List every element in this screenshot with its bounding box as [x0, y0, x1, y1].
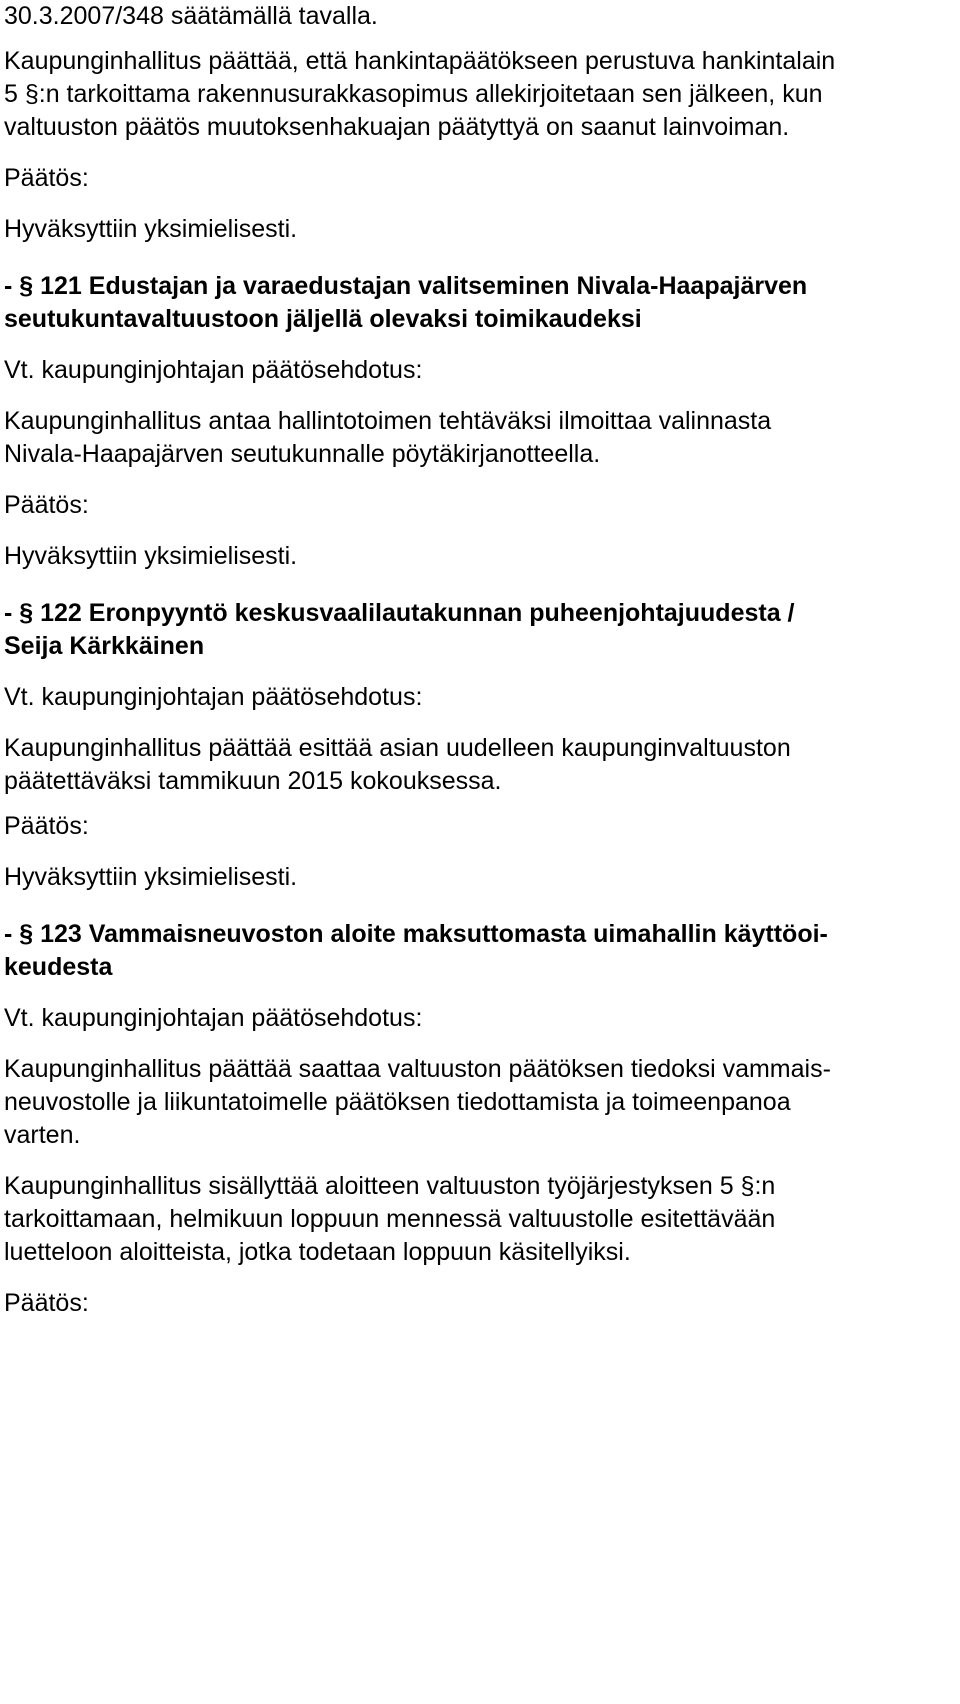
paragraph-line: 5 §:n tarkoittama rakennusurakkasopimus allekirjoitetaan sen jälkeen, kun — [4, 80, 823, 108]
decision-text: Hyväksyttiin yksimielisesti. — [4, 215, 298, 243]
decision-label: Päätös: — [4, 164, 89, 192]
proposal-label: Vt. kaupunginjohtajan päätösehdotus: — [4, 356, 423, 384]
paragraph-line: neuvostolle ja liikuntatoimelle päätöksen tiedottamista ja toimeenpanoa — [4, 1088, 791, 1116]
paragraph-line: valtuuston päätös muutoksenhakuajan päätyttyä on saanut lainvoiman. — [4, 113, 790, 141]
intro-paragraph — [4, 45, 954, 144]
paragraph-line: päätettäväksi tammikuun 2015 kokouksessa. — [4, 767, 502, 795]
agenda-item-121 — [4, 270, 954, 573]
paragraph-line: tarkoittamaan, helmikuun loppuun mennessä valtuustolle esitettävään — [4, 1205, 776, 1233]
item-heading-line: Seija Kärkkäinen — [4, 632, 205, 660]
document-page — [4, 0, 954, 1320]
decision-text: Hyväksyttiin yksimielisesti. — [4, 542, 298, 570]
proposal-label: Vt. kaupunginjohtajan päätösehdotus: — [4, 683, 423, 711]
paragraph-line: Kaupunginhallitus päättää, että hankintapäätökseen perustuva hankintalain — [4, 47, 836, 75]
decision-label: Päätös: — [4, 812, 89, 840]
paragraph-line: Kaupunginhallitus päättää esittää asian uudelleen kaupunginvaltuuston — [4, 734, 791, 762]
decision-text: Hyväksyttiin yksimielisesti. — [4, 863, 298, 891]
item-heading-line: - § 123 Vammaisneuvoston aloite maksuttomasta uimahallin käyttöoi- — [4, 920, 828, 948]
intro-line: 30.3.2007/348 säätämällä tavalla. — [4, 2, 378, 30]
item-heading-line: seutukuntavaltuustoon jäljellä olevaksi toimikaudeksi — [4, 305, 642, 333]
decision-label: Päätös: — [4, 491, 89, 519]
paragraph-line: Kaupunginhallitus päättää saattaa valtuuston päätöksen tiedoksi vammais- — [4, 1055, 831, 1083]
proposal-label: Vt. kaupunginjohtajan päätösehdotus: — [4, 1004, 423, 1032]
agenda-item-122 — [4, 597, 954, 894]
item-heading-line: - § 122 Eronpyyntö keskusvaalilautakunnan puheenjohtajuudesta / — [4, 599, 795, 627]
paragraph-line: Kaupunginhallitus sisällyttää aloitteen valtuuston työjärjestyksen 5 §:n — [4, 1172, 776, 1200]
paragraph-line: luetteloon aloitteista, jotka todetaan loppuun käsitellyiksi. — [4, 1238, 631, 1266]
item-heading-line: keudesta — [4, 953, 113, 981]
paragraph-line: Nivala-Haapajärven seutukunnalle pöytäkirjanotteella. — [4, 440, 601, 468]
paragraph-line: varten. — [4, 1121, 81, 1149]
agenda-item-123 — [4, 918, 954, 1320]
decision-label: Päätös: — [4, 1289, 89, 1317]
item-heading-line: - § 121 Edustajan ja varaedustajan valitseminen Nivala-Haapajärven — [4, 272, 808, 300]
paragraph-line: Kaupunginhallitus antaa hallintotoimen tehtäväksi ilmoittaa valinnasta — [4, 407, 772, 435]
